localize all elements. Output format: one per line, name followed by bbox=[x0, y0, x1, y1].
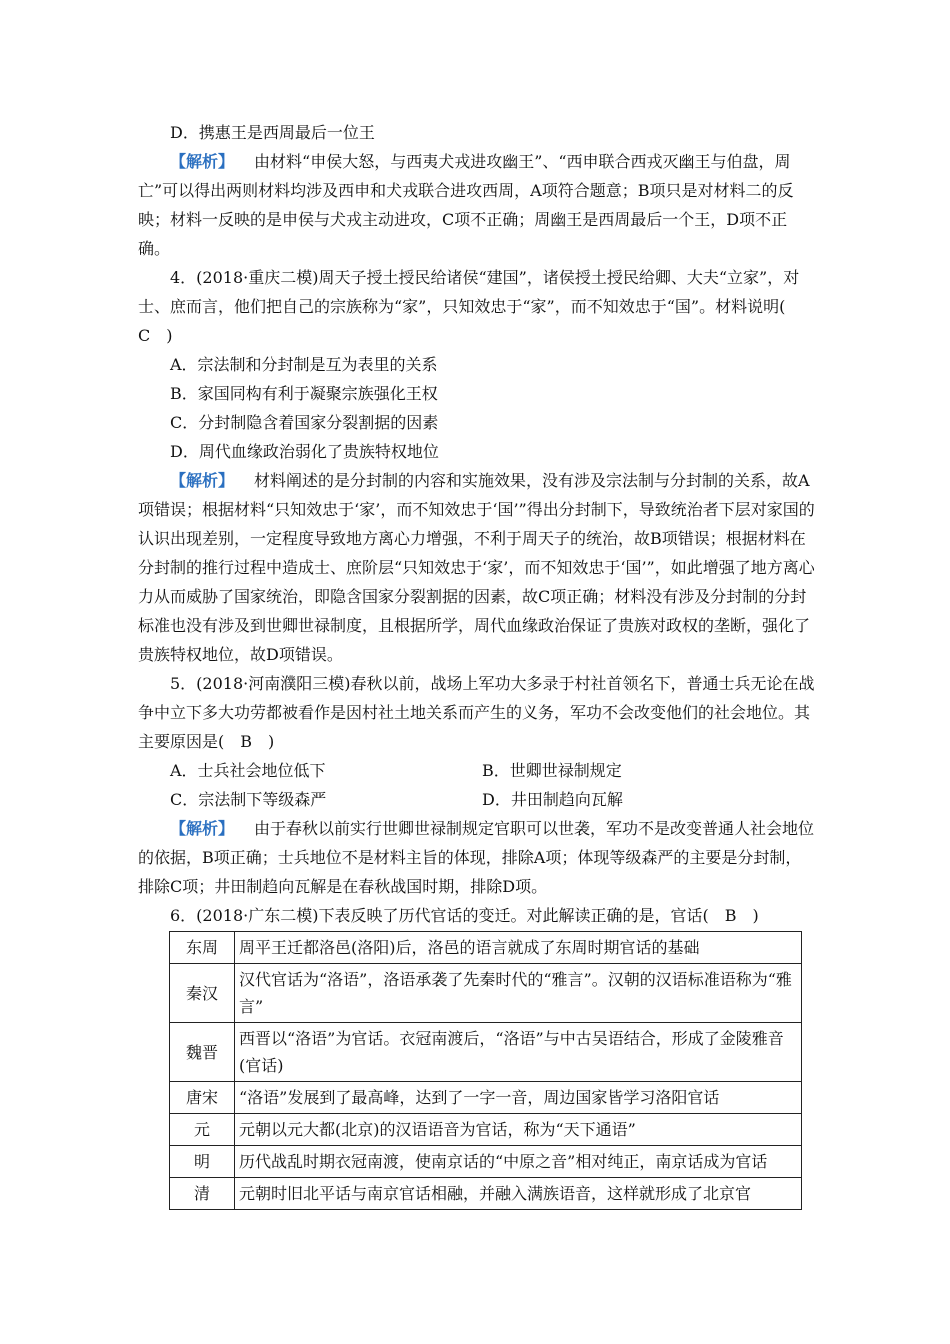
q4-analysis bbox=[138, 466, 816, 669]
analysis-text: 材料阐述的是分封制的内容和实施效果，没有涉及宗法制与分封制的关系，故A项错误；根据材料“只知效忠于‘家’，而不知效忠于‘国’”得出分封制下，导致统治者下层对家国的认识出现差别，一定程度导致地方离心力增强，不利于周天子的统治，故B项错误；根据材料在分封制的推行过程中造成士、庶阶层“只知效忠于‘家’，而不知效忠于‘国’”，如此增强了地方离心力从而威胁了国家统治，即隐含国家分裂割据的因素，故C项正确；材料没有涉及分封制的分封标准也没有涉及到世卿世禄制度，且根据所学，周代血缘政治保证了贵族对政权的垄断，强化了贵族特权地位，故D项错误。 bbox=[138, 471, 815, 664]
q5-options-row-2 bbox=[138, 785, 816, 814]
q5-option-c: C．宗法制下等级森严 bbox=[170, 790, 327, 809]
q5-stem: 5．(2018·河南濮阳三模)春秋以前，战场上军功大多录于村社首领名下，普通士兵无论在战争中立下多大功劳都被看作是因村社土地关系而产生的义务，军功不会改变他们的社会地位。其主要原因是( B ) bbox=[138, 674, 815, 751]
description-cell: “洛语”发展到了最高峰，达到了一字一音，周边国家皆学习洛阳官话 bbox=[235, 1082, 802, 1114]
analysis-tag: 【解析】 bbox=[170, 471, 235, 490]
q4-option-d: D．周代血缘政治弱化了贵族特权地位 bbox=[170, 442, 439, 461]
table-row bbox=[170, 1178, 802, 1210]
analysis-tag: 【解析】 bbox=[170, 152, 235, 171]
q5-analysis bbox=[138, 814, 816, 901]
description-cell: 西晋以“洛语”为官话。衣冠南渡后，“洛语”与中古吴语结合，形成了金陵雅音(官话) bbox=[235, 1023, 802, 1082]
table-row bbox=[170, 1114, 802, 1146]
description-cell: 周平王迁都洛邑(洛阳)后，洛邑的语言就成了东周时期官话的基础 bbox=[235, 932, 802, 964]
description-cell: 元朝以元大都(北京)的汉语语音为官话，称为“天下通语” bbox=[235, 1114, 802, 1146]
q4-option-b: B．家国同构有利于凝聚宗族强化王权 bbox=[170, 384, 438, 403]
q4-option-c: C．分封制隐含着国家分裂割据的因素 bbox=[170, 413, 439, 432]
q5-option-d: D．井田制趋向瓦解 bbox=[482, 790, 623, 809]
table-row bbox=[170, 964, 802, 1023]
analysis-text: 由于春秋以前实行世卿世禄制规定官职可以世袭，军功不是改变普通人社会地位的依据，B项正确；士兵地位不是材料主旨的体现，排除A项；体现等级森严的主要是分封制，排除C项；井田制趋向瓦解是在春秋战国时期，排除D项。 bbox=[138, 819, 815, 896]
q4-option-a: A．宗法制和分封制是互为表里的关系 bbox=[170, 355, 438, 374]
q3-analysis bbox=[138, 147, 816, 263]
q6-stem: 6．(2018·广东二模)下表反映了历代官话的变迁。对此解读正确的是，官话( B ) bbox=[170, 906, 759, 925]
table-row bbox=[170, 1082, 802, 1114]
dynasty-cell: 唐宋 bbox=[170, 1082, 235, 1114]
description-cell: 元朝时旧北平话与南京官话相融，并融入满族语音，这样就形成了北京官 bbox=[235, 1178, 802, 1210]
document-page bbox=[138, 118, 816, 1210]
dynasty-cell: 秦汉 bbox=[170, 964, 235, 1023]
dynasty-cell: 东周 bbox=[170, 932, 235, 964]
dynasty-cell: 明 bbox=[170, 1146, 235, 1178]
analysis-tag: 【解析】 bbox=[170, 819, 235, 838]
description-cell: 汉代官话为“洛语”，洛语承袭了先秦时代的“雅言”。汉朝的汉语标准语称为“雅言” bbox=[235, 964, 802, 1023]
q3-option-d: D．携惠王是西周最后一位王 bbox=[170, 123, 375, 142]
table-row bbox=[170, 1146, 802, 1178]
dynasty-cell: 魏晋 bbox=[170, 1023, 235, 1082]
q4-stem: 4．(2018·重庆二模)周天子授土授民给诸侯“建国”，诸侯授土授民给卿、大夫“立家”，对士、庶而言，他们把自己的宗族称为“家”，只知效忠于“家”，而不知效忠于“国”。材料说明( C ) bbox=[138, 268, 802, 345]
q5-option-a: A．士兵社会地位低下 bbox=[170, 761, 326, 780]
dynasty-cell: 清 bbox=[170, 1178, 235, 1210]
analysis-text: 由材料“申侯大怒，与西夷犬戎进攻幽王”、“西申联合西戎灭幽王与伯盘，周亡”可以得出两则材料均涉及西申和犬戎联合进攻西周，A项符合题意；B项只是对材料二的反映；材料一反映的是申侯与犬戎主动进攻，C项不正确；周幽王是西周最后一个王，D项不正确。 bbox=[138, 152, 794, 258]
q5-options-row-1 bbox=[138, 756, 816, 785]
mandarin-history-table bbox=[169, 931, 802, 1210]
dynasty-cell: 元 bbox=[170, 1114, 235, 1146]
description-cell: 历代战乱时期衣冠南渡，使南京话的“中原之音”相对纯正，南京话成为官话 bbox=[235, 1146, 802, 1178]
table-row bbox=[170, 932, 802, 964]
q5-option-b: B．世卿世禄制规定 bbox=[482, 761, 622, 780]
table-row bbox=[170, 1023, 802, 1082]
